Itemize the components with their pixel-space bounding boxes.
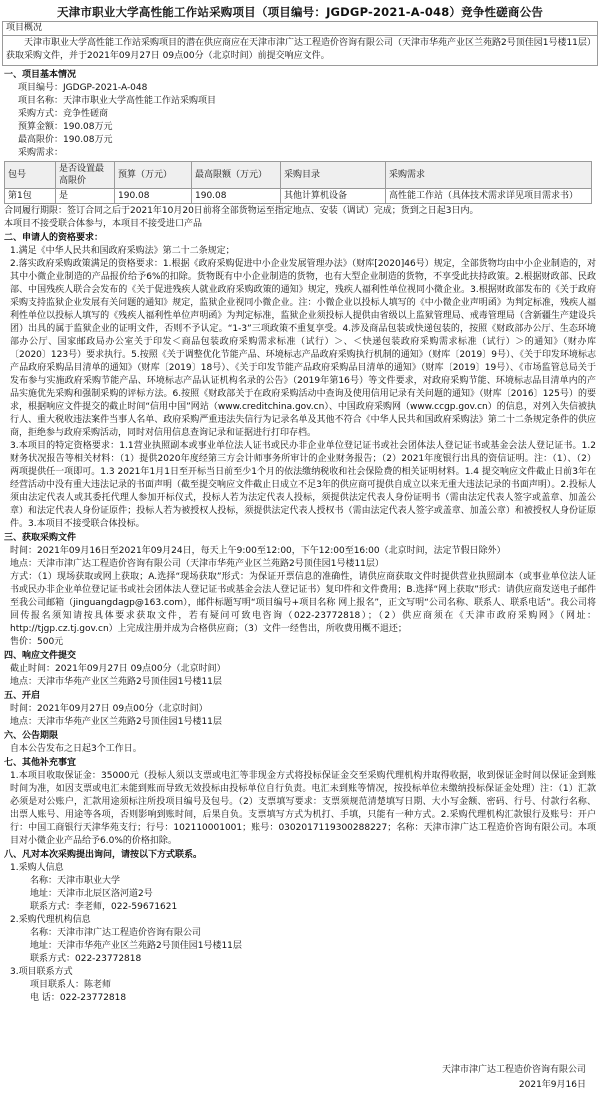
- qualification-para: 1.满足《中华人民共和国政府采购法》第二十二条规定；: [10, 246, 235, 256]
- col-header: 是否设置最高限价: [56, 162, 115, 189]
- obtain-time: 时间：2021年09月16日至2021年09月24日，每天上午9:00至12:00，下午12:00至16:00（北京时间，法定节假日除外）: [10, 546, 506, 556]
- doc-price: 售价：500元: [10, 637, 64, 647]
- contract-period: 合同履行期限：签订合同之后于2021年10月20日前将全部货物运至指定地点、安装（调试）完成；货到之日起3日内。: [4, 206, 479, 216]
- section-qualification-heading: 二、申请人的资格要求：: [4, 233, 104, 243]
- purchaser-address: 地址：天津市北辰区洛河道2号: [30, 889, 153, 899]
- submission-deadline: 截止时间：2021年09月27日 09点00分（北京时间）: [10, 664, 226, 674]
- joint-bid-note: 本项目不接受联合体参与，本项目不接受进口产品: [4, 219, 203, 229]
- agency-name: 名称：天津市津广达工程造价咨询有限公司: [30, 928, 202, 938]
- overview-box: [2, 21, 598, 66]
- table-cell: 第1包: [5, 189, 56, 204]
- overview-text: 天津市职业大学高性能工作站采购项目的潜在供应商应在天津市津广达工程造价咨询有限公司（天津市华苑产业区兰苑路2号顶佳园1号楼11层）获取采购文件，并于2021年09月27日 09点00分（北京时间）前提交响应文件。: [6, 38, 592, 61]
- signature-org: 天津市津广达工程造价咨询有限公司: [441, 1065, 586, 1075]
- section-supplement-heading: 七、其他补充事宜: [4, 758, 77, 768]
- col-header: 最高限额（万元）: [192, 162, 281, 189]
- table-cell: 190.08: [115, 189, 192, 204]
- table-row: [5, 189, 592, 204]
- purchaser-name: 名称：天津市职业大学: [30, 876, 121, 886]
- project-contact-person: 项目联系人：陈老师: [30, 980, 112, 990]
- table-cell: 其他计算机设备: [281, 189, 386, 204]
- field-requirements: 采购需求：: [18, 148, 64, 158]
- opening-time: 时间：2021年09月27日 09点00分（北京时间）: [10, 704, 208, 714]
- submission-place: 地点：天津市华苑产业区兰苑路2号顶佳园1号楼11层: [10, 677, 222, 687]
- agency-contact: 联系方式：022-23772818: [30, 954, 142, 964]
- page-title: 天津市职业大学高性能工作站采购项目（项目编号：JGDGP-2021-A-048）竞争性磋商公告: [56, 5, 544, 19]
- table-cell: 190.08: [192, 189, 281, 204]
- announcement-body: [0, 66, 600, 1005]
- qualification-para: 2.落实政府采购政策满足的资格要求：1.根据《政府采购促进中小企业发展管理办法》（财库[2020]46号）规定，全部货物均由中小企业制造的，对其中小微企业制造的产品报价给予6%的扣除。货物既有中小企业制造的货物，也有大型企业制造的货物，不享受此扶持政策。2.根据财政部、民政部、中国残疾人联合会发布的《关于促进残疾人就业政府采购政策的通知》规定，残疾人福利性单位视同小微企业。3.根据财政部发布的《关于政府采购支持监狱企业发展有关问题的通知》规定，监狱企业视同小微企业。注：小微企业以投标人填写的《中小微企业声明函》为判定标准，残疾人福利性单位以投标人填写的《残疾人福利性单位声明函》为判定标准，监狱企业须投标人提供由省级以上监狱管理局、戒毒管理局（含新疆生产建设兵团）出具的属于监狱企业的证明文件，否则不予认定。“1-3”三项政策不重复享受。4.涉及商品包装或快递包装的，按照《财政部办公厅、生态环境部办公厅、国家邮政局办公室关于印发＜商品包装政府采购需求标准（试行）＞、＜快递包装政府采购需求标准（试行）＞的通知》（财办库〔2020〕123号）要求执行。5.按照《关于调整优化节能产品、环境标志产品政府采购执行机制的通知》（财库〔2019〕9号）、《关于印发环境标志产品政府采购品目清单的通知》（财库〔2019〕18号）、《关于印发节能产品政府采购品目清单的通知》（财库〔2019〕19号）、《市场监管总局关于发布参与实施政府采购节能产品、环境标志产品认证机构名录的公告》（2019年第16号）等文件要求，对政府采购节能、环境标志品目清单内的产品实施优先采购和强制采购的评标方法。6.按照《财政部关于在政府采购活动中查询及使用信用记录有关问题的通知》（财库〔2016〕125号）的要求，根据响应文件提交的截止时间“信用中国”网站（www.creditchina.gov.cn）、中国政府采购网（www.ccgp.gov.cn）的信息，对列入失信被执行人、重大税收违法案件当事人名单、政府采购严重违法失信行为记录名单及其他不符合《中华人民共和国政府采购法》第二十二条规定条件的供应商，拒绝参与政府采购活动，同时对信用信息查询记录和证据进行打印存档。: [10, 259, 596, 438]
- col-header: 包号: [5, 162, 56, 189]
- section-submission-heading: 四、响应文件提交: [4, 651, 77, 661]
- table-cell: 高性能工作站（具体技术需求详见项目需求书）: [386, 189, 592, 204]
- col-header: 预算（万元）: [115, 162, 192, 189]
- field-project-number: 项目编号：JGDGP-2021-A-048: [18, 83, 148, 93]
- field-max-price: 最高限价：190.08万元: [18, 135, 113, 145]
- project-contact-heading: 3.项目联系方式: [10, 967, 73, 977]
- section-obtain-docs-heading: 三、获取采购文件: [4, 533, 77, 543]
- purchaser-heading: 1.采购人信息: [10, 863, 64, 873]
- opening-place: 地点：天津市华苑产业区兰苑路2号顶佳园1号楼11层: [10, 717, 222, 727]
- field-budget: 预算金额：190.08万元: [18, 122, 113, 132]
- signature-date: 2021年9月16日: [518, 1080, 586, 1090]
- table-header-row: [5, 162, 592, 189]
- field-procurement-method: 采购方式：竞争性磋商: [18, 109, 109, 119]
- col-header: 采购目录: [281, 162, 386, 189]
- agency-address: 地址：天津市华苑产业区兰苑路2号顶佳园1号楼11层: [30, 941, 242, 951]
- requirements-table: [4, 161, 592, 204]
- table-cell: 是: [56, 189, 115, 204]
- overview-heading: 项目概况: [3, 22, 597, 36]
- agency-heading: 2.采购代理机构信息: [10, 915, 91, 925]
- qualification-para: 3.本项目的特定资格要求：1.1营业执照副本或事业单位法人证书或民办非企业单位登记证书或社会团体法人登记证书或基金会法人登记证书。1.2 财务状况报告等相关材料：（1）提供2020年度经第三方会计师事务所审计的企业财务报告；（2）2021年度银行出具的资信证明。注：（1）、（2）两项提供任一项即可。1.3 2021年1月1日至开标当日前至少1个月的依法缴纳税收和社会保险费的相关证明材料。1.4 提交响应文件截止日前3年在经营活动中没有重大违法记录的书面声明（截至提交响应文件截止日成立不足3年的供应商可提供自成立以来无重大违法记录的书面声明）。2.投标人须由法定代表人或其委托代理人参加开标仪式，投标人若为法定代表人投标，须提供法定代表人身份证明书（需由法定代表人签字或盖章、加盖公章）和法定代表人身份证原件；投标人若为被授权人投标，须提供法定代表人授权书（需由法定代表人签字或盖章、加盖公章）和被授权人身份证原件。3.本项目不接受联合体投标。: [10, 441, 596, 529]
- obtain-method: 方式：（1）现场获取或网上获取；A.选择“现场获取”形式：为保证开票信息的准确性，请供应商获取文件时提供营业执照副本（或事业单位法人证书或民办非企业单位登记证书或社会团体法人登记证书或基金会法人登记证书）复印件和文件费用；B.选择“网上获取”形式：请供应商发送电子邮件至我公司邮箱（jinguangdagp@163.com），邮件标题写明“项目编号+项目名称 网上报名”，正文写明“公司名称、联系人、联系电话”。我公司将回传报名须知请按具体要求获取文件，若有疑问可致电咨询（022-23772818）；（2）供应商须在《天津市政府采购网》（网址：http://tjgp.cz.tj.gov.cn）上完成注册并成为合格供应商；（3）文件一经售出，所收费用概不退还；: [10, 572, 596, 634]
- project-contact-phone: 电 话：022-23772818: [30, 993, 127, 1003]
- col-header: 采购需求: [386, 162, 592, 189]
- section-opening-heading: 五、开启: [4, 691, 41, 701]
- section-notice-period-heading: 六、公告期限: [4, 731, 59, 741]
- purchaser-contact: 联系方式：李老师，022-59671621: [30, 902, 178, 912]
- notice-period-text: 自本公告发布之日起3个工作日。: [10, 744, 142, 754]
- section-contact-heading: 八、凡对本次采购提出询问，请按以下方式联系。: [4, 850, 203, 860]
- obtain-place: 地点：天津市津广达工程造价咨询有限公司（天津市华苑产业区兰苑路2号顶佳园1号楼11层）: [10, 559, 384, 569]
- section-basic-info-heading: 一、项目基本情况: [4, 70, 77, 80]
- supplement-text: 1.本项目收取保证金：35000元（投标人须以支票或电汇等非现金方式将投标保证金交至采购代理机构并取得收据，收到保证金时间以保证金到账时间为准，如因支票或电汇未能到账而导致无效投标由投标单位自行负责。电汇未到账等情况，按投标单位未缴纳投标保证金处理）注：（1）汇款必须是对公账户，汇款用途须标注所投项目编号及包号。（2）支票填写要求：支票须规范清楚填写日期、大小写金额、密码、行号、付款行名称、出票人账号、用途等各项，否则影响到账时间，后果自负。支票填写方式为机打、手填，只能有一种方式。2.采购代理机构汇款银行及账号：开户行：中国工商银行天津华苑支行；行号：102110001001；账号：0302017119300288227；名称：天津市津广达工程造价咨询有限公司。本项目对小微企业产品给予6.0%的价格扣除。: [10, 771, 596, 846]
- field-project-name: 项目名称：天津市职业大学高性能工作站采购项目: [18, 96, 217, 106]
